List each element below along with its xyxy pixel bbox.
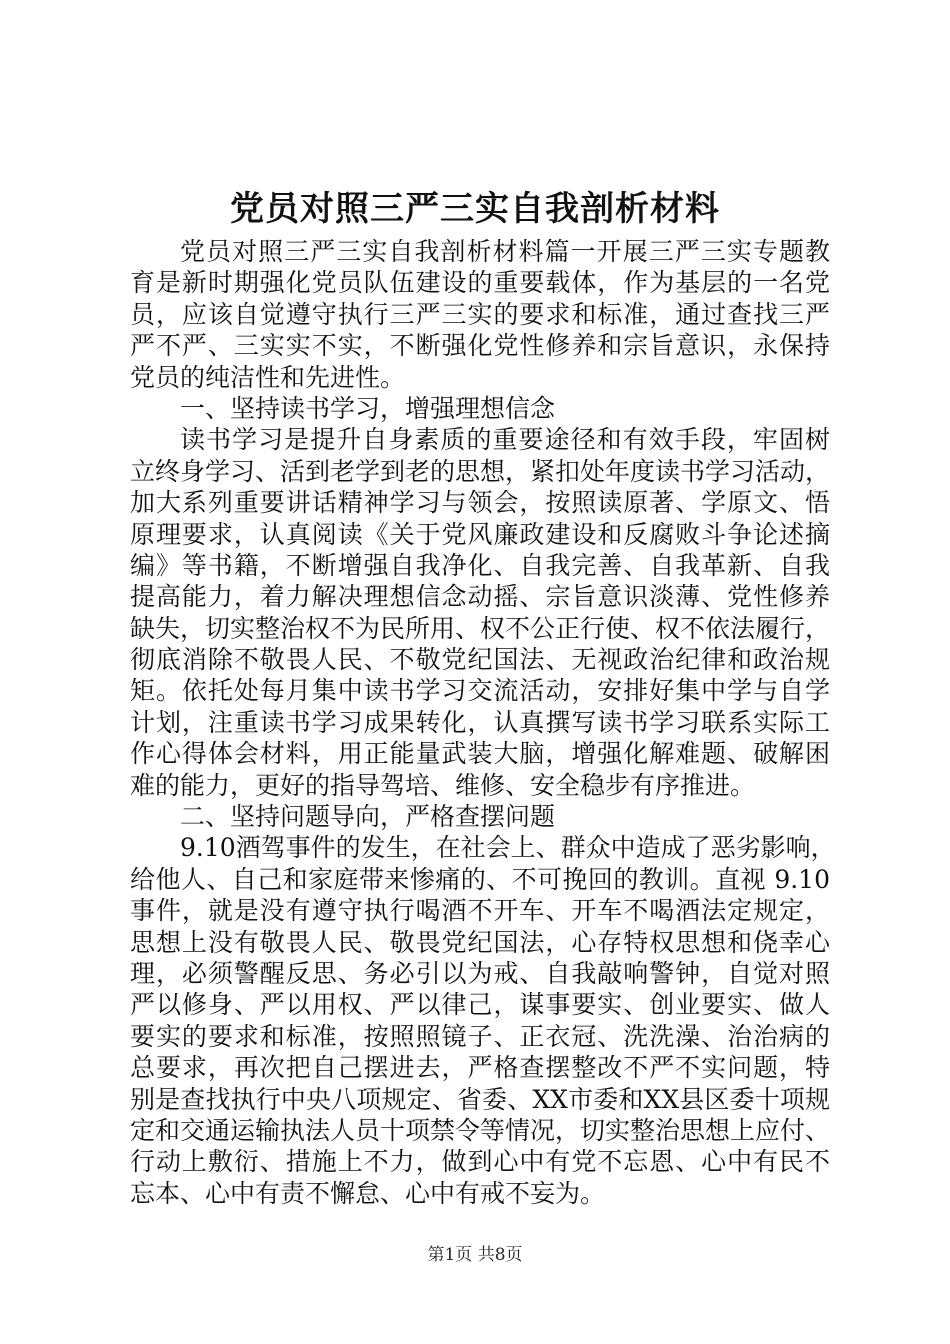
text-line: 忘本、心中有责不懈怠、心中有戒不妄为。 — [130, 1178, 606, 1208]
text-line: 彻底消除不敬畏人民、不敬党纪国法、无视政治纪律和政治规 — [130, 645, 830, 675]
text-line: 原理要求，认真阅读《关于党风廉政建设和反腐败斗争论述摘 — [130, 519, 830, 549]
text-line: 别是查找执行中央八项规定、省委、XX市委和XX县区委十项规 — [130, 1084, 830, 1114]
text-line: 加大系列重要讲话精神学习与领会，按照读原著、学原文、悟 — [130, 488, 830, 518]
section-heading: 一、坚持读书学习，增强理想信念 — [180, 393, 556, 423]
text-line: 提高能力，着力解决理想信念动摇、宗旨意识淡薄、党性修养 — [130, 582, 830, 612]
text-line: 计划，注重读书学习成果转化，认真撰写读书学习联系实际工 — [130, 707, 830, 737]
text-line: 给他人、自己和家庭带来惨痛的、不可挽回的教训。直视 9.10 — [130, 864, 830, 894]
text-line: 作心得体会材料，用正能量武装大脑，增强化解难题、破解困 — [130, 739, 830, 769]
text-line: 党员对照三严三实自我剖析材料篇一开展三严三实专题教 — [180, 237, 830, 266]
text-line: 党员的纯洁性和先进性。 — [130, 362, 406, 392]
text-line: 缺失，切实整治权不为民所用、权不公正行使、权不依法履行， — [130, 613, 831, 643]
text-line: 严不严、三实实不实，不断强化党性修养和宗旨意识，永保持 — [130, 331, 830, 361]
text-line: 理，必须警醒反思、务必引以为戒、自我敲响警钟，自觉对照 — [130, 958, 830, 988]
text-line: 9.10酒驾事件的发生，在社会上、群众中造成了恶劣影响， — [180, 833, 836, 863]
text-line: 严以修身、严以用权、严以律己，谋事要实、创业要实、做人 — [130, 990, 830, 1020]
text-line: 总要求，再次把自己摆进去，严格查摆整改不严不实问题，特 — [130, 1053, 830, 1083]
text-line: 事件，就是没有遵守执行喝酒不开车、开车不喝酒法定规定， — [130, 896, 830, 926]
text-line: 读书学习是提升自身素质的重要途径和有效手段，牢固树 — [180, 425, 830, 455]
document-title: 党员对照三严三实自我剖析材料 — [230, 189, 720, 229]
text-line: 编》等书籍，不断增强自我净化、自我完善、自我革新、自我 — [130, 550, 830, 580]
text-line: 要实的要求和标准，按照照镜子、正衣冠、洗洗澡、治治病的 — [130, 1021, 830, 1051]
text-line: 定和交通运输执法人员十项禁令等情况，切实整治思想上应付、 — [130, 1115, 831, 1145]
text-line: 员，应该自觉遵守执行三严三实的要求和标准，通过查找三严 — [130, 299, 830, 329]
document-body — [130, 236, 836, 1209]
text-line: 行动上敷衍、措施上不力，做到心中有党不忘恩、心中有民不 — [130, 1147, 830, 1177]
text-line: 思想上没有敬畏人民、敬畏党纪国法，心存特权思想和侥幸心 — [130, 927, 830, 957]
section-heading: 二、坚持问题导向，严格查摆问题 — [180, 802, 556, 832]
text-line: 矩。依托处每月集中读书学习交流活动，安排好集中学与自学 — [130, 676, 830, 706]
text-line: 立终身学习、活到老学到老的思想，紧扣处年度读书学习活动， — [130, 456, 831, 486]
page-footer: 第1页 共8页 — [427, 1245, 523, 1265]
text-line: 育是新时期强化党员队伍建设的重要载体，作为基层的一名党 — [130, 268, 830, 298]
text-line: 难的能力，更好的指导驾培、维修、安全稳步有序推进。 — [130, 770, 756, 800]
